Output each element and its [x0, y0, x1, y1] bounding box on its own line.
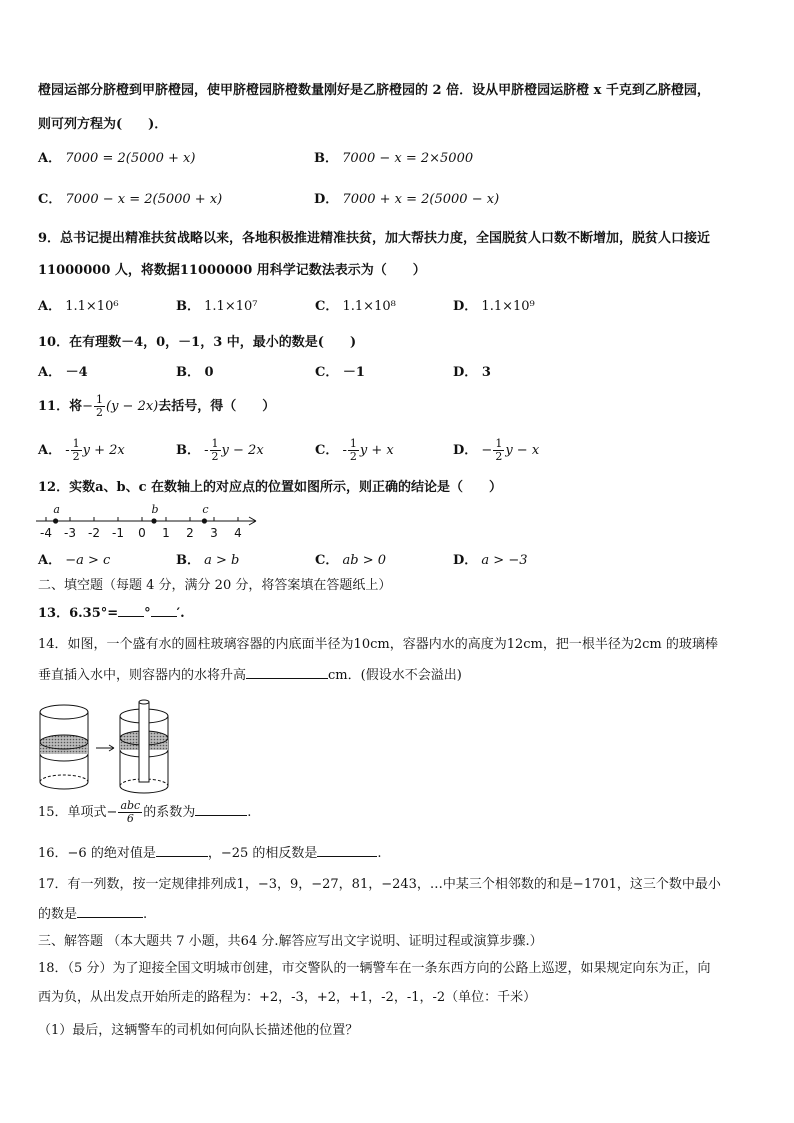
q11-option-a[interactable]	[38, 438, 125, 463]
fraction-numerator: 1	[96, 393, 103, 406]
q14-part-a: 垂直插入水中，则容器内的水将升高	[38, 668, 247, 683]
q14-text-line2	[38, 666, 462, 685]
q17-part-b: .	[143, 907, 148, 922]
q11-option-b[interactable]	[176, 438, 264, 463]
q14-answer-blank[interactable]	[246, 666, 328, 679]
option-text: 0	[204, 365, 214, 380]
option-text: a > −3	[481, 553, 528, 568]
q13-blank-minute[interactable]	[151, 604, 177, 617]
option-text: 1.1×10⁶	[65, 299, 119, 314]
section-3-heading: 三、解答题 （本大题共 7 小题，共64 分.解答应写出文字说明、证明过程或演算步骤.）	[38, 934, 543, 949]
option-label: D．	[453, 365, 478, 380]
option-text: －4	[65, 365, 88, 380]
q16-blank-2[interactable]	[317, 844, 377, 857]
axis-tick-label: -2	[88, 526, 100, 540]
axis-tick-label: 1	[162, 526, 170, 540]
axis-tick-label: -3	[64, 526, 76, 540]
q15-text	[38, 800, 251, 825]
axis-tick-label: 4	[234, 526, 242, 540]
fraction-denominator: 6	[126, 812, 134, 825]
q8-option-a[interactable]	[38, 150, 195, 168]
option-text: −a > c	[65, 553, 111, 568]
q8-option-c[interactable]	[38, 191, 222, 209]
number-line-figure	[36, 500, 266, 542]
point-c	[202, 518, 207, 523]
option-text: 7000 + x = 2(5000 − x)	[342, 192, 500, 207]
q17-text-line1: 17．有一列数，按一定规律排列成1，−3，9，−27，81，−243，…中某三个相邻数的和是−1701，这三个数中最小	[38, 877, 721, 892]
point-label-b: b	[151, 503, 159, 516]
fraction-denominator: 2	[211, 450, 219, 463]
q17-answer-blank[interactable]	[77, 905, 143, 918]
q10-option-d[interactable]	[453, 364, 491, 382]
fraction-denominator: 2	[495, 450, 503, 463]
option-text: 7000 − x = 2(5000 + x)	[65, 192, 223, 207]
q11-prefix: 11．将	[38, 399, 83, 414]
option-label: C．	[315, 365, 339, 380]
q16-part-b: ，−25 的相反数是	[207, 846, 318, 861]
option-text: y − 2x	[221, 443, 264, 458]
option-label: A．	[38, 553, 62, 568]
option-text: y + x	[359, 443, 394, 458]
option-fraction	[493, 438, 504, 463]
option-label: D．	[453, 299, 478, 314]
option-label: D．	[453, 553, 478, 568]
section-2-heading: 二、填空题（每题 4 分，满分 20 分，将答案填在答题纸上）	[38, 578, 392, 593]
q12-option-a[interactable]	[38, 552, 110, 570]
option-text: 1.1×10⁸	[342, 299, 396, 314]
q16-part-a: 16．−6 的绝对值是	[38, 846, 156, 861]
option-text: a > b	[204, 553, 240, 568]
q15-fraction	[118, 800, 142, 825]
option-label: B．	[314, 151, 338, 166]
option-text: y − x	[505, 443, 540, 458]
q9-text-line2: 11000000 人，将数据11000000 用科学记数法表示为（ ）	[38, 263, 426, 278]
q14-text-line1: 14．如图，一个盛有水的圆柱玻璃容器的内底面半径为10cm，容器内水的高度为12cm，把一根半径为2cm 的玻璃棒	[38, 637, 718, 652]
q11-expression: (y − 2x)	[106, 399, 159, 414]
q13-part-c: ′.	[176, 606, 185, 621]
option-fraction	[210, 438, 221, 463]
q12-option-c[interactable]	[315, 552, 386, 570]
q11-option-d[interactable]	[453, 438, 539, 463]
q8-text-line2: 则可列方程为( )．	[38, 117, 168, 132]
q9-option-c[interactable]	[315, 298, 396, 316]
q10-option-a[interactable]	[38, 364, 88, 382]
option-label: D．	[314, 192, 339, 207]
q8-text-line1: 橙园运部分脐橙到甲脐橙园，使甲脐橙园脐橙数量刚好是乙脐橙园的 2 倍．设从甲脐橙园运脐橙 x 千克到乙脐橙园，	[38, 83, 710, 98]
q16-blank-1[interactable]	[156, 844, 208, 857]
option-text: ab > 0	[342, 553, 387, 568]
q11-option-c[interactable]	[315, 438, 394, 463]
cylinder-without-rod	[40, 705, 88, 789]
fraction-denominator: 2	[72, 450, 80, 463]
q11-fraction	[94, 394, 105, 419]
q10-option-c[interactable]	[315, 364, 365, 382]
option-fraction	[348, 438, 359, 463]
q9-option-a[interactable]	[38, 298, 119, 316]
q15-prefix: 15．单项式−	[38, 805, 118, 820]
q12-option-b[interactable]	[176, 552, 239, 570]
option-label: D．	[453, 443, 478, 458]
q8-option-b[interactable]	[314, 150, 473, 168]
q13-blank-degree[interactable]	[118, 604, 144, 617]
axis-tick-label: -1	[112, 526, 124, 540]
option-sign: -	[342, 443, 347, 458]
fraction-denominator: 2	[349, 450, 357, 463]
option-text: 7000 = 2(5000 + x)	[65, 151, 196, 166]
option-fraction	[71, 438, 82, 463]
option-label: C．	[38, 192, 62, 207]
fraction-numerator: 1	[495, 437, 503, 450]
option-text: 1.1×10⁷	[204, 299, 258, 314]
q9-option-d[interactable]	[453, 298, 535, 316]
q12-text: 12．实数a、b、c 在数轴上的对应点的位置如图所示，则正确的结论是（ ）	[38, 480, 503, 495]
q17-text-line2	[38, 905, 147, 924]
option-label: C．	[315, 299, 339, 314]
q11-text: 11．将− $\frac{1}{2}$ (y − 2x)去括号，得（ ）	[38, 393, 276, 419]
fraction-numerator: abc	[120, 799, 141, 812]
q10-option-b[interactable]	[176, 364, 214, 382]
q14-part-b: cm．(假设水不会溢出)	[328, 668, 462, 683]
axis-tick-label: 2	[186, 526, 194, 540]
point-b	[151, 518, 156, 523]
option-label: C．	[315, 553, 339, 568]
axis-tick-label: 3	[210, 526, 218, 540]
q17-part-a: 的数是	[38, 907, 78, 922]
q11-suffix: 去括号，得（ ）	[158, 399, 276, 414]
q13-part-b: °	[144, 606, 151, 621]
option-sign: -	[65, 443, 70, 458]
q15-answer-blank[interactable]	[195, 803, 247, 816]
arrow-icon	[96, 745, 114, 751]
q13-part-a: 13．6.35°=	[38, 606, 119, 621]
option-sign: -	[204, 443, 209, 458]
option-text: －1	[342, 365, 365, 380]
q18-text-line2: 西为负，从出发点开始所走的路程为：+2，-3，+2，+1，-2，-1，-2（单位：千米）	[38, 990, 537, 1005]
option-label: A．	[38, 365, 62, 380]
option-text: 7000 − x = 2×5000	[342, 151, 474, 166]
option-text: 3	[481, 365, 491, 380]
fraction-numerator: 1	[349, 437, 357, 450]
option-label: C．	[315, 443, 339, 458]
q18-text-line1: 18．（5 分）为了迎接全国文明城市创建，市交警队的一辆警车在一条东西方向的公路上巡逻，如果规定向东为正，向	[38, 961, 711, 976]
axis-tick-label: 0	[138, 526, 146, 540]
option-label: A．	[38, 151, 62, 166]
q16-text	[38, 844, 382, 863]
option-label: B．	[176, 443, 200, 458]
fraction-numerator: 1	[72, 437, 80, 450]
q10-text: 10．在有理数－4，0，－1，3 中，最小的数是( )	[38, 335, 357, 350]
q13-text	[38, 604, 185, 623]
q16-part-c: .	[377, 846, 382, 861]
q18-subquestion-1: （1）最后，这辆警车的司机如何向队长描述他的位置？	[38, 1023, 359, 1038]
option-label: A．	[38, 299, 62, 314]
option-label: A．	[38, 443, 62, 458]
fraction-numerator: 1	[211, 437, 219, 450]
fraction-denominator: 2	[96, 406, 103, 419]
option-label: B．	[176, 299, 200, 314]
axis-tick-label: -4	[40, 526, 52, 540]
q15-suffix: 的系数为	[143, 805, 196, 820]
cylinder-figure	[36, 696, 186, 800]
option-sign: −	[481, 443, 493, 458]
point-label-a: a	[53, 503, 60, 516]
q12-option-d[interactable]	[453, 552, 528, 570]
option-text: 1.1×10⁹	[481, 299, 535, 314]
option-label: B．	[176, 365, 200, 380]
q9-option-b[interactable]	[176, 298, 257, 316]
q15-end: .	[247, 805, 252, 820]
q9-text-line1: 9．总书记提出精准扶贫战略以来，各地积极推进精准扶贫，加大帮扶力度，全国脱贫人口数不断增加，脱贫人口接近	[38, 231, 711, 246]
option-text: y + 2x	[82, 443, 125, 458]
point-a	[53, 518, 58, 523]
point-label-c: c	[202, 503, 209, 516]
option-label: B．	[176, 553, 200, 568]
cylinder-with-rod	[120, 700, 168, 793]
q8-option-d[interactable]	[314, 191, 499, 209]
